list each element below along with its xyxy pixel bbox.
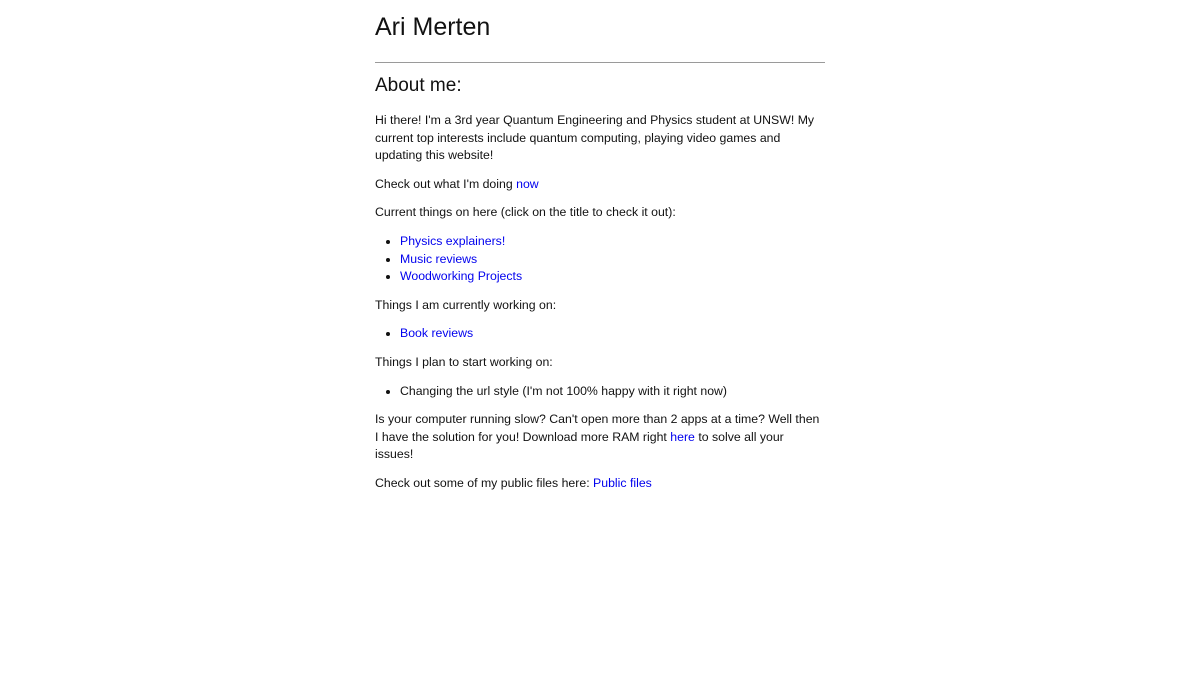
music-reviews-link[interactable]: Music reviews (400, 251, 478, 266)
list-item (400, 268, 825, 286)
current-things-paragraph: Current things on here (click on the title to check it out): (375, 205, 676, 220)
ram-link[interactable]: here (670, 429, 695, 444)
current-things-list (375, 233, 825, 286)
about-heading: About me: (375, 75, 462, 96)
list-item: • Changing the url style (I'm not 100% happy with it right now) (400, 383, 825, 401)
public-files-link[interactable]: Public files (593, 475, 652, 490)
files-prefix: Check out some of my public files here: (375, 475, 594, 490)
page-title: Ari Merten (375, 13, 491, 41)
woodworking-projects-link[interactable]: Woodworking Projects (400, 269, 523, 284)
working-on-list (375, 325, 825, 343)
book-reviews-link[interactable]: Book reviews (400, 326, 474, 341)
now-link[interactable]: now (516, 176, 539, 191)
title-divider (375, 62, 825, 63)
physics-explainers-link[interactable]: Physics explainers! (400, 233, 506, 248)
now-paragraph (375, 176, 825, 194)
intro-paragraph: Hi there! I'm a 3rd year Quantum Engineering and Physics student at UNSW! My current top interests include quantum computing, playing video games and updating this website! (375, 113, 815, 163)
ram-suffix: to solve all your issues! (375, 429, 784, 462)
files-paragraph (375, 475, 825, 493)
list-item (400, 233, 825, 251)
ram-paragraph (375, 411, 825, 464)
list-item (400, 325, 825, 343)
plan-list (375, 383, 825, 401)
working-on-paragraph: Things I am currently working on: (375, 297, 557, 312)
list-item (400, 251, 825, 269)
ram-prefix: Is your computer running slow? Can't open more than 2 apps at a time? Well then I have the solution for you! Download more RAM right (375, 412, 820, 444)
now-prefix: Check out what I'm doing (375, 176, 517, 191)
plan-paragraph: Things I plan to start working on: (375, 354, 553, 369)
page-content (375, 0, 825, 493)
